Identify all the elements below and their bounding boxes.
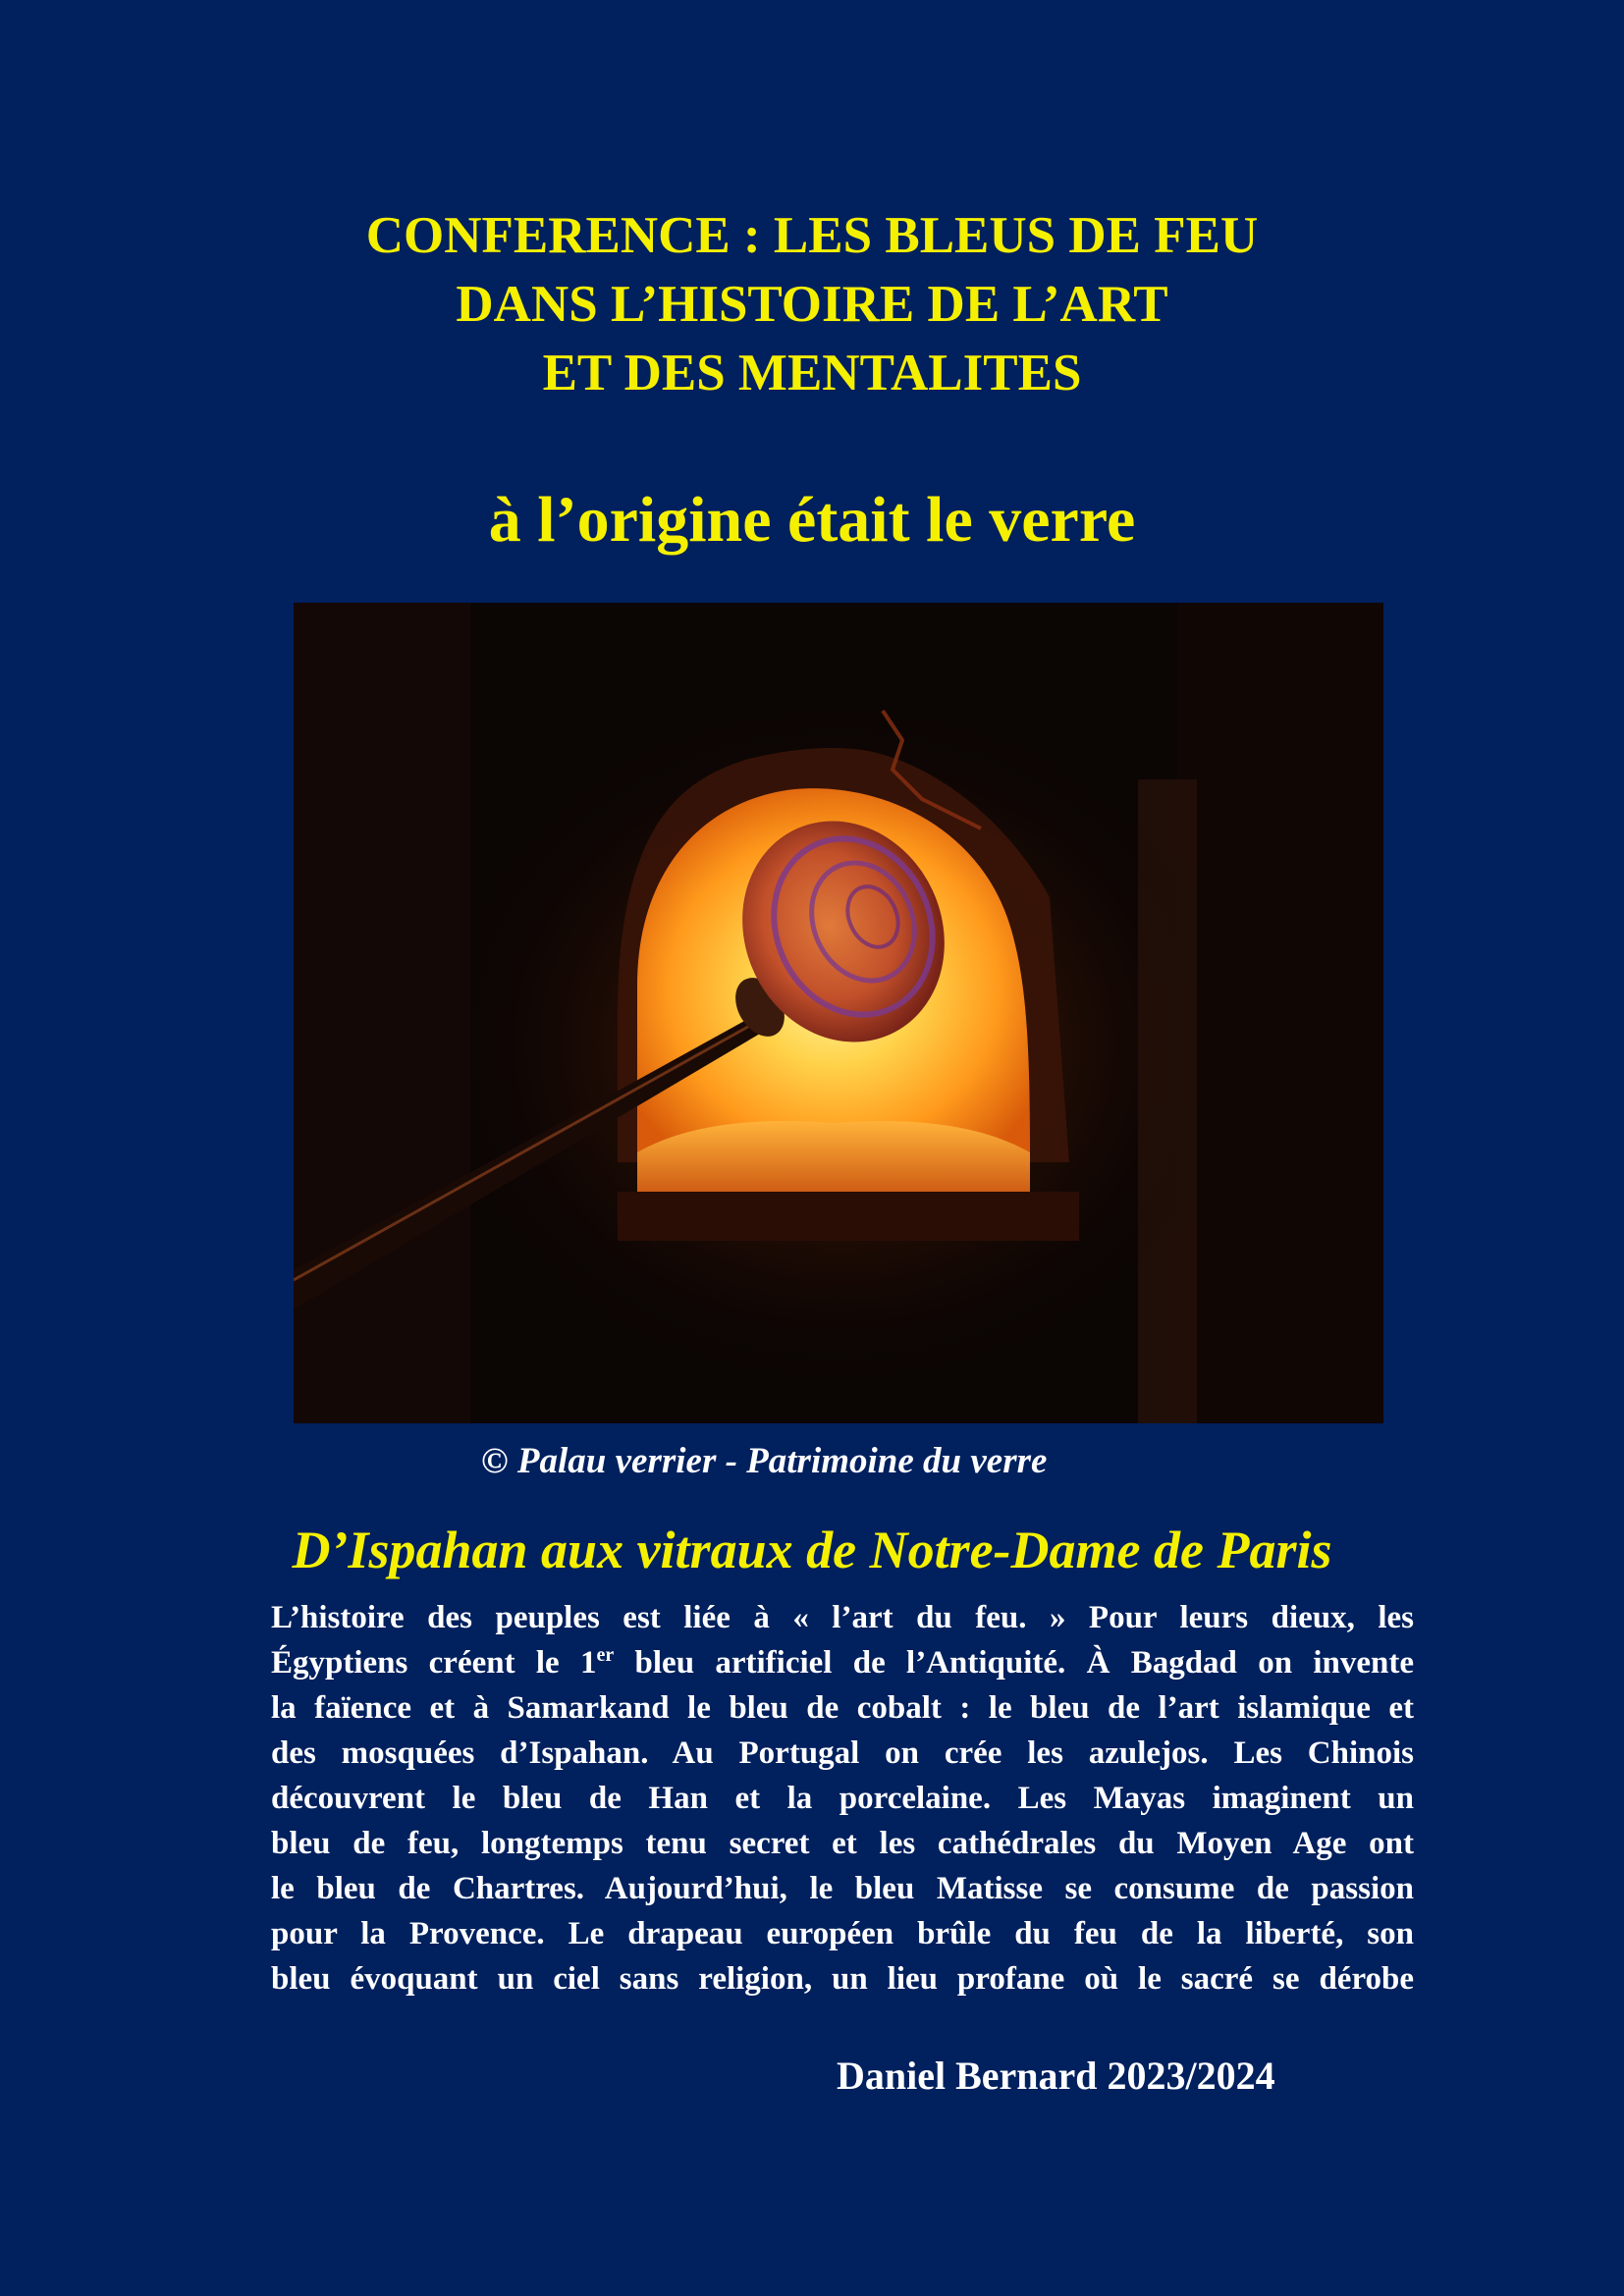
body-line-6: bleu de feu, longtemps tenu secret et les cathédrales du Moyen Age ont bbox=[271, 1826, 1414, 1861]
conference-title bbox=[0, 201, 1624, 407]
subtitle: à l’origine était le verre bbox=[488, 484, 1136, 556]
body-line-5: découvrent le bleu de Han et la porcelaine. Les Mayas imaginent un bbox=[271, 1781, 1414, 1816]
photo-caption: © Palau verrier - Patrimoine du verre bbox=[481, 1441, 1048, 1481]
body-line-2-start: Égyptiens créent le 1 bbox=[271, 1645, 597, 1681]
body-line-9: bleu évoquant un ciel sans religion, un lieu profane où le sacré se dérobe bbox=[271, 1961, 1414, 1997]
body-line-2-end: bleu artificiel de l’Antiquité. À Bagdad on invente bbox=[614, 1645, 1414, 1681]
body-line-8: pour la Provence. Le drapeau européen brûle du feu de la liberté, son bbox=[271, 1916, 1414, 1951]
body-line-7: le bleu de Chartres. Aujourd’hui, le bleu Matisse se consume de passion bbox=[271, 1871, 1414, 1906]
body-paragraph bbox=[271, 1595, 1414, 2002]
title-line-2: DANS L’HISTOIRE DE L’ART bbox=[456, 276, 1168, 333]
glass-furnace-photo bbox=[294, 603, 1383, 1423]
body-line-2 bbox=[271, 1640, 1414, 1685]
section-heading: D’Ispahan aux vitraux de Notre-Dame de Paris bbox=[292, 1521, 1332, 1579]
body-line-3: la faïence et à Samarkand le bleu de cobalt : le bleu de l’art islamique et bbox=[271, 1690, 1414, 1726]
glass-furnace-illustration bbox=[294, 603, 1383, 1423]
ordinal-superscript: er bbox=[596, 1644, 615, 1666]
author-signature: Daniel Bernard 2023/2024 bbox=[837, 2054, 1275, 2098]
title-line-1: CONFERENCE : LES BLEUS DE FEU bbox=[365, 207, 1259, 264]
title-line-3: ET DES MENTALITES bbox=[542, 345, 1082, 401]
body-line-4: des mosquées d’Ispahan. Au Portugal on crée les azulejos. Les Chinois bbox=[271, 1735, 1414, 1771]
body-line-1: L’histoire des peuples est liée à « l’art du feu. » Pour leurs dieux, les bbox=[271, 1600, 1414, 1635]
